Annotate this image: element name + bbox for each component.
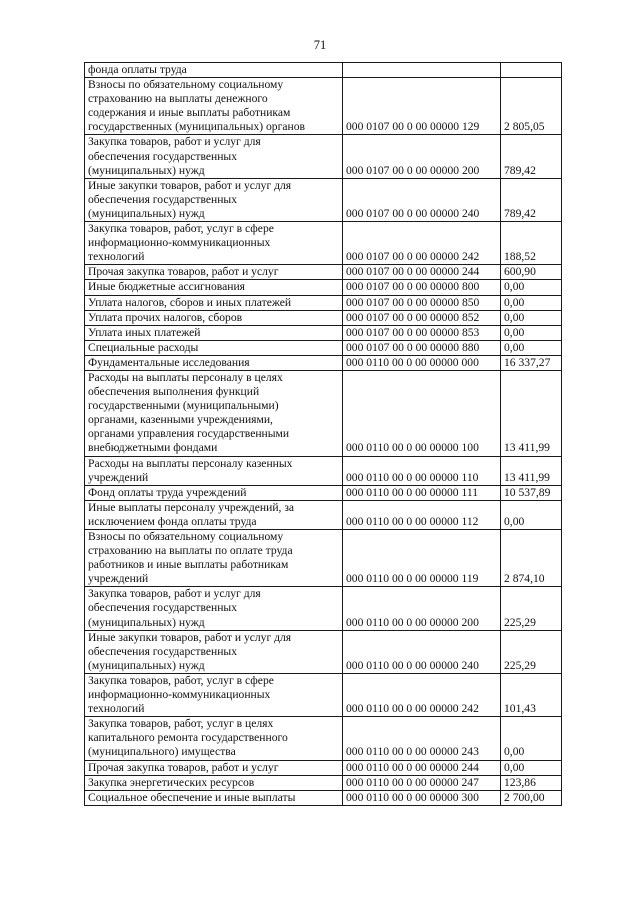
- row-code-cell: 000 0110 00 0 00 00000 300: [343, 790, 501, 805]
- row-sum-cell: 2 874,10: [501, 530, 562, 587]
- table-row: [85, 178, 562, 221]
- row-name-cell: Специальные расходы: [85, 340, 343, 355]
- page-number: 71: [313, 38, 327, 52]
- row-sum-cell: 16 337,27: [501, 355, 562, 370]
- row-name-cell: Закупка товаров, работ, услуг в целях капитального ремонта государственного (муниципального) имущества: [85, 717, 343, 760]
- row-code-cell: 000 0107 00 0 00 00000 242: [343, 222, 501, 265]
- table-row: [85, 295, 562, 310]
- table-row: [85, 63, 562, 78]
- row-name-cell: Расходы на выплаты персоналу казенных учреждений: [85, 456, 343, 485]
- table-row: [85, 456, 562, 485]
- row-code-cell: 000 0110 00 0 00 00000 240: [343, 630, 501, 673]
- row-sum-cell: 0,00: [501, 310, 562, 325]
- table-row: [85, 587, 562, 630]
- row-sum-cell: 2 805,05: [501, 78, 562, 135]
- row-code-cell: 000 0107 00 0 00 00000 853: [343, 325, 501, 340]
- table-row: [85, 370, 562, 456]
- row-sum-cell: 13 411,99: [501, 370, 562, 456]
- row-code-cell: 000 0110 00 0 00 00000 243: [343, 717, 501, 760]
- row-code-cell: 000 0107 00 0 00 00000 850: [343, 295, 501, 310]
- row-sum-cell: 13 411,99: [501, 456, 562, 485]
- row-sum-cell: 123,86: [501, 775, 562, 790]
- row-code-cell: 000 0110 00 0 00 00000 119: [343, 530, 501, 587]
- row-sum-cell: 0,00: [501, 760, 562, 775]
- row-name-cell: Фонд оплаты труда учреждений: [85, 485, 343, 500]
- row-sum-cell: 789,42: [501, 178, 562, 221]
- budget-table: [84, 62, 562, 806]
- row-sum-cell: 225,29: [501, 587, 562, 630]
- row-code-cell: 000 0110 00 0 00 00000 000: [343, 355, 501, 370]
- row-name-cell: Уплата прочих налогов, сборов: [85, 310, 343, 325]
- row-name-cell: фонда оплаты труда: [85, 63, 343, 78]
- row-name-cell: Иные закупки товаров, работ и услуг для обеспечения государственных (муниципальных) нужд: [85, 630, 343, 673]
- row-name-cell: Закупка товаров, работ и услуг для обеспечения государственных (муниципальных) нужд: [85, 135, 343, 178]
- row-sum-cell: 0,00: [501, 295, 562, 310]
- row-name-cell: Уплата налогов, сборов и иных платежей: [85, 295, 343, 310]
- budget-table-body: [85, 63, 562, 806]
- row-sum-cell: 2 700,00: [501, 790, 562, 805]
- table-row: [85, 790, 562, 805]
- row-name-cell: Иные бюджетные ассигнования: [85, 280, 343, 295]
- table-row: [85, 265, 562, 280]
- row-sum-cell: 0,00: [501, 325, 562, 340]
- row-code-cell: 000 0107 00 0 00 00000 244: [343, 265, 501, 280]
- table-row: [85, 717, 562, 760]
- row-sum-cell: 225,29: [501, 630, 562, 673]
- table-row: [85, 310, 562, 325]
- row-sum-cell: 0,00: [501, 280, 562, 295]
- row-name-cell: Прочая закупка товаров, работ и услуг: [85, 265, 343, 280]
- row-name-cell: Взносы по обязательному социальному страхованию на выплаты по оплате труда работников и иные выплаты работникам учреждений: [85, 530, 343, 587]
- row-code-cell: 000 0110 00 0 00 00000 244: [343, 760, 501, 775]
- row-name-cell: Иные выплаты персоналу учреждений, за исключением фонда оплаты труда: [85, 500, 343, 529]
- row-sum-cell: 10 537,89: [501, 485, 562, 500]
- row-code-cell: 000 0110 00 0 00 00000 100: [343, 370, 501, 456]
- row-name-cell: Закупка энергетических ресурсов: [85, 775, 343, 790]
- row-sum-cell: 0,00: [501, 717, 562, 760]
- table-row: [85, 222, 562, 265]
- row-name-cell: Закупка товаров, работ, услуг в сфере информационно-коммуникационных технологий: [85, 673, 343, 716]
- table-row: [85, 500, 562, 529]
- row-sum-cell: 0,00: [501, 340, 562, 355]
- table-row: [85, 485, 562, 500]
- row-code-cell: 000 0110 00 0 00 00000 110: [343, 456, 501, 485]
- row-sum-cell: [501, 63, 562, 78]
- row-code-cell: 000 0107 00 0 00 00000 240: [343, 178, 501, 221]
- row-code-cell: [343, 63, 501, 78]
- row-code-cell: 000 0110 00 0 00 00000 242: [343, 673, 501, 716]
- row-name-cell: Закупка товаров, работ и услуг для обеспечения государственных (муниципальных) нужд: [85, 587, 343, 630]
- row-name-cell: Социальное обеспечение и иные выплаты: [85, 790, 343, 805]
- table-row: [85, 775, 562, 790]
- table-row: [85, 135, 562, 178]
- table-row: [85, 630, 562, 673]
- table-row: [85, 760, 562, 775]
- row-code-cell: 000 0107 00 0 00 00000 880: [343, 340, 501, 355]
- row-code-cell: 000 0110 00 0 00 00000 247: [343, 775, 501, 790]
- row-code-cell: 000 0107 00 0 00 00000 200: [343, 135, 501, 178]
- row-code-cell: 000 0107 00 0 00 00000 800: [343, 280, 501, 295]
- row-code-cell: 000 0110 00 0 00 00000 111: [343, 485, 501, 500]
- row-sum-cell: 188,52: [501, 222, 562, 265]
- table-row: [85, 78, 562, 135]
- table-row: [85, 530, 562, 587]
- row-sum-cell: 600,90: [501, 265, 562, 280]
- row-code-cell: 000 0107 00 0 00 00000 129: [343, 78, 501, 135]
- table-row: [85, 355, 562, 370]
- row-name-cell: Расходы на выплаты персоналу в целях обеспечения выполнения функций государственными (муниципальными) органами, казенными учреждениями, органами управления государственными внебюджетными фондами: [85, 370, 343, 456]
- row-name-cell: Иные закупки товаров, работ и услуг для обеспечения государственных (муниципальных) нужд: [85, 178, 343, 221]
- table-row: [85, 673, 562, 716]
- row-sum-cell: 789,42: [501, 135, 562, 178]
- row-code-cell: 000 0107 00 0 00 00000 852: [343, 310, 501, 325]
- row-name-cell: Фундаментальные исследования: [85, 355, 343, 370]
- row-sum-cell: 101,43: [501, 673, 562, 716]
- row-name-cell: Взносы по обязательному социальному страхованию на выплаты денежного содержания и иные выплаты работникам государственных (муниципальных) органов: [85, 78, 343, 135]
- row-name-cell: Прочая закупка товаров, работ и услуг: [85, 760, 343, 775]
- row-name-cell: Уплата иных платежей: [85, 325, 343, 340]
- table-row: [85, 340, 562, 355]
- row-code-cell: 000 0110 00 0 00 00000 112: [343, 500, 501, 529]
- row-sum-cell: 0,00: [501, 500, 562, 529]
- table-row: [85, 325, 562, 340]
- row-name-cell: Закупка товаров, работ, услуг в сфере информационно-коммуникационных технологий: [85, 222, 343, 265]
- row-code-cell: 000 0110 00 0 00 00000 200: [343, 587, 501, 630]
- table-row: [85, 280, 562, 295]
